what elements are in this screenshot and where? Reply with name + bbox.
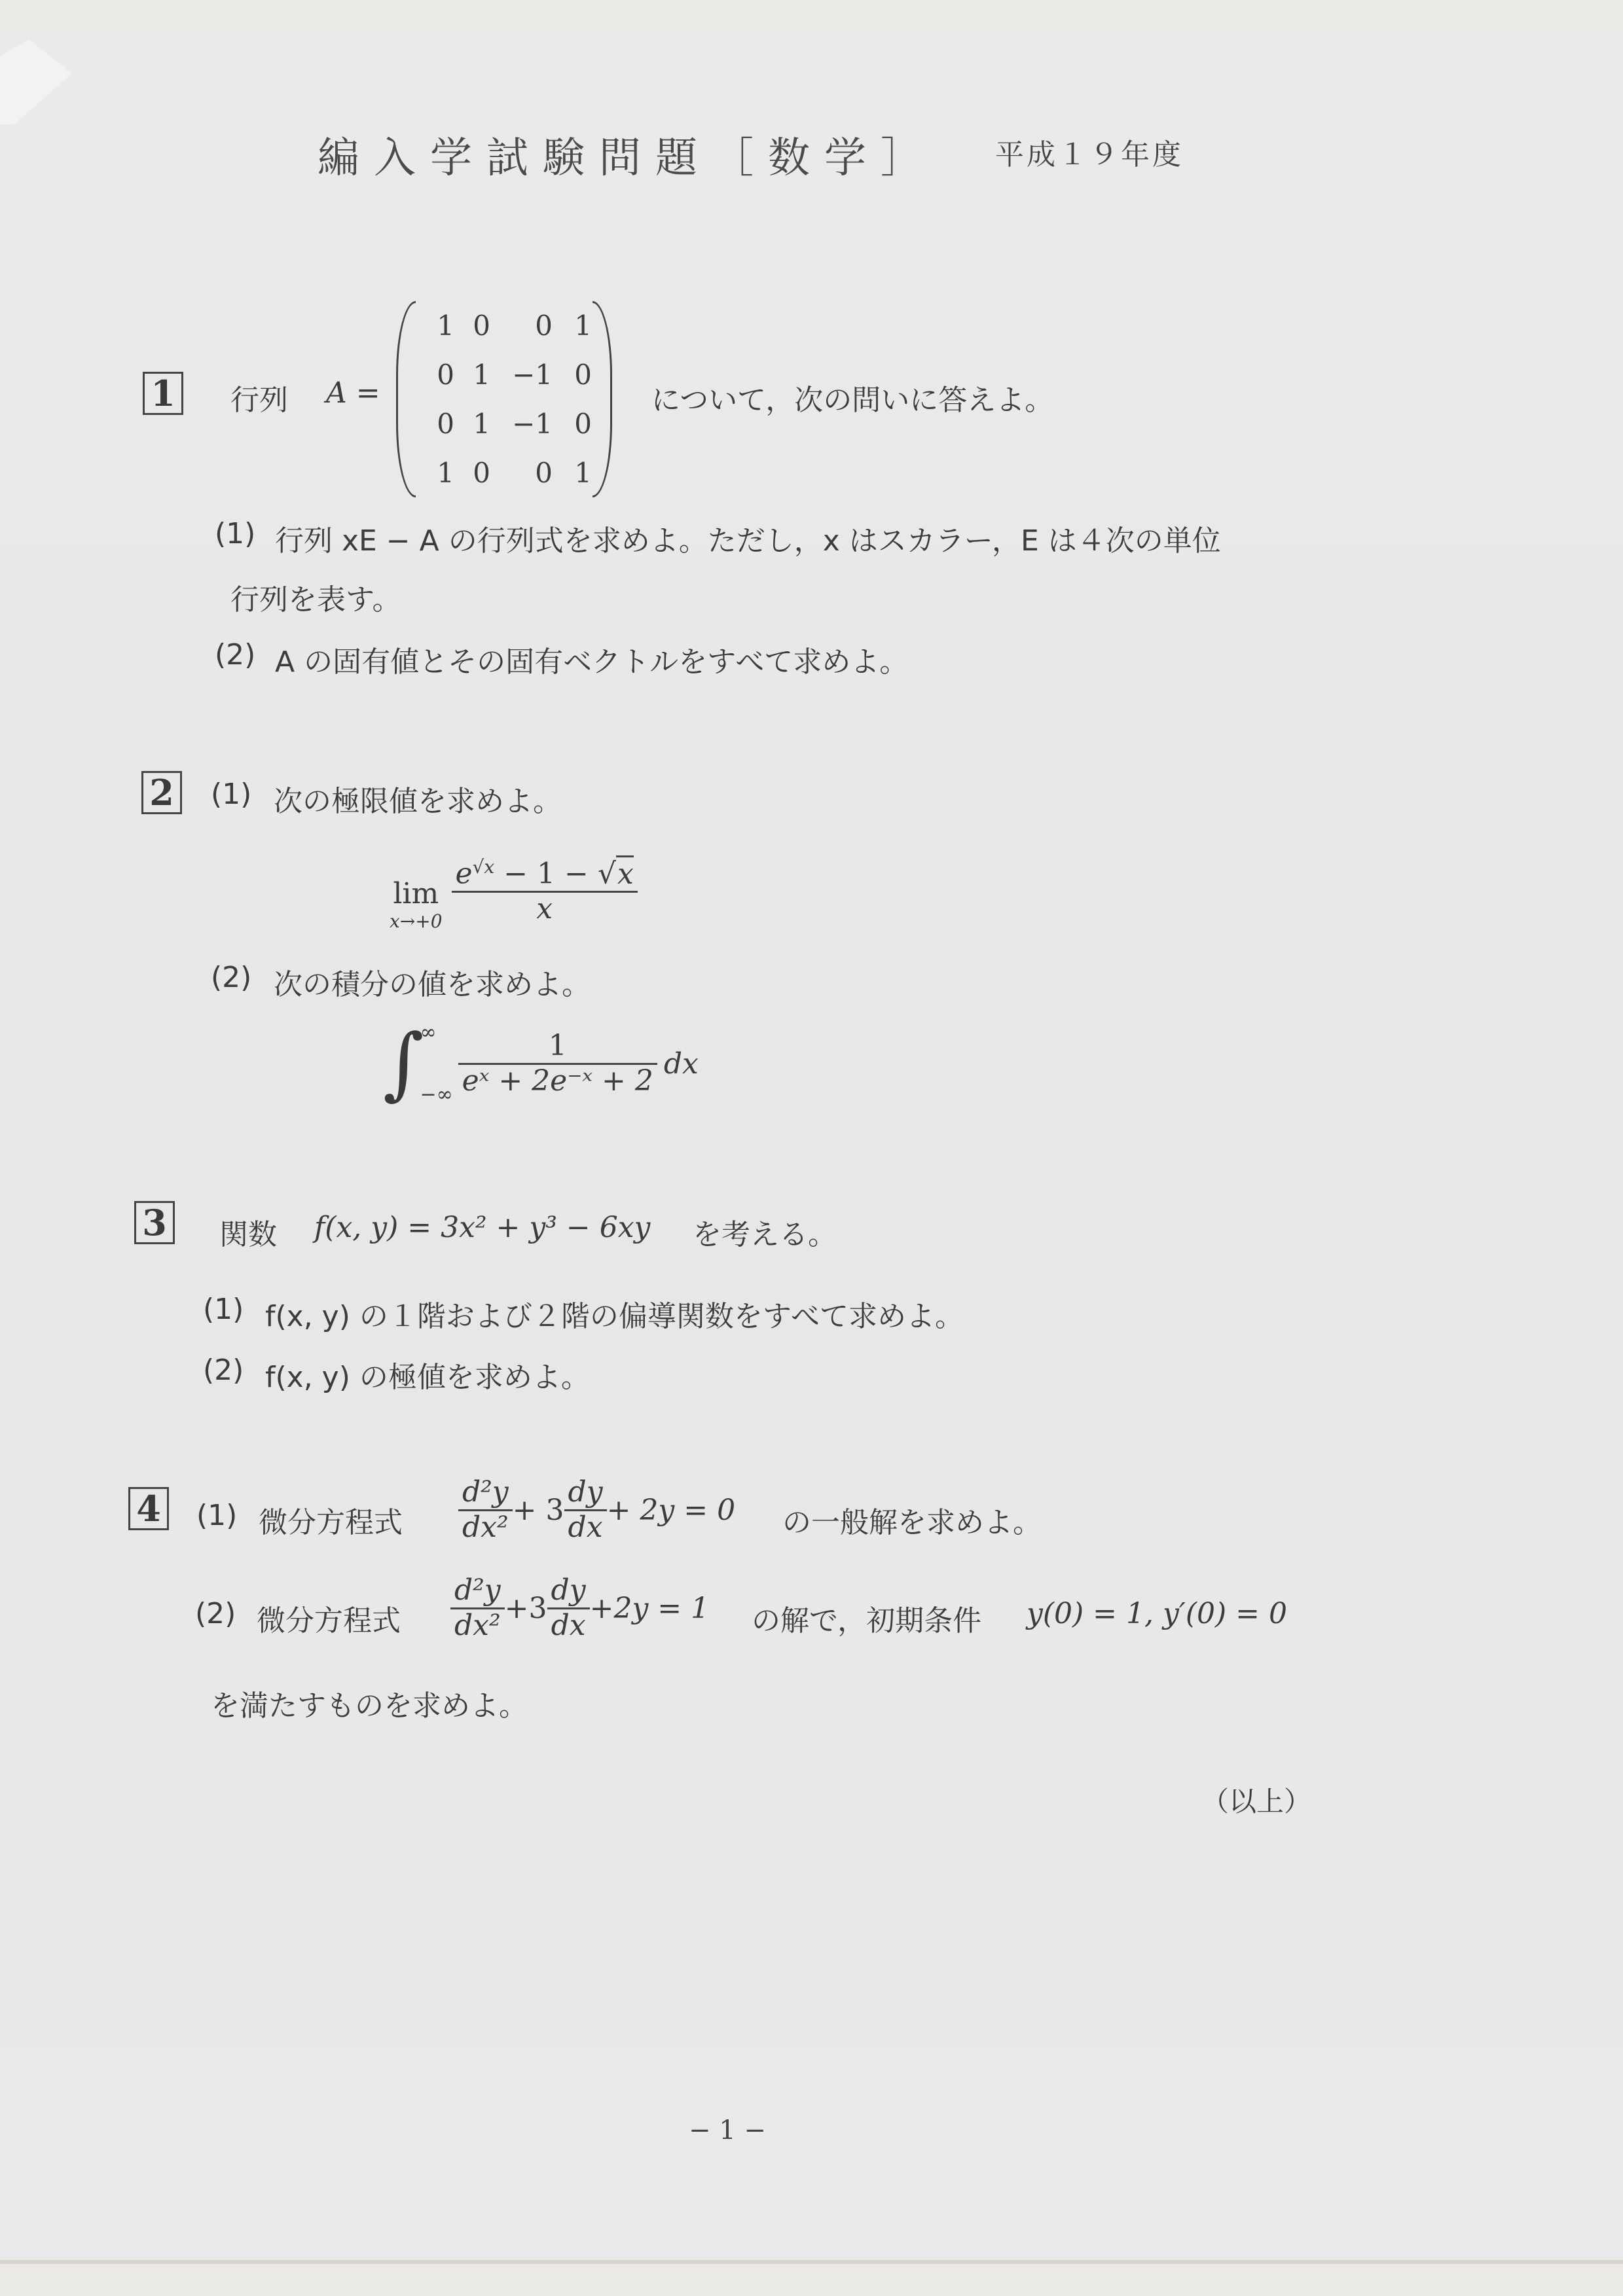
limit-fraction: $\frac{e^{√x} - 1 - √x}{x}$ (452, 857, 638, 926)
end-mark: （以上） (1201, 1785, 1312, 1818)
matrix-cell: −1 (512, 408, 553, 440)
frac-denominator: dx (568, 1510, 603, 1544)
numerator-e: e (455, 857, 473, 891)
matrix-cell: −1 (512, 359, 553, 391)
problem-number-1: 1 (143, 372, 183, 415)
initial-conditions: y(0) = 1, y′(0) = 0 (1027, 1597, 1287, 1630)
matrix-cell: 0 (473, 457, 490, 489)
problem-number-2: 2 (141, 771, 182, 814)
problem-1-part-2-label: (2) (215, 638, 256, 672)
matrix-cell: 0 (473, 310, 490, 342)
integrand-fraction (458, 1030, 657, 1098)
problem-1-part-1-text: 行列 xE − A の行列式を求めよ。ただし，x はスカラー，E は４次の単位 (275, 524, 1221, 558)
ode-term: + 3 (512, 1493, 564, 1527)
matrix-cell: 1 (574, 457, 592, 489)
problem-1-intro-suffix: について，次の問いに答えよ。 (651, 384, 1054, 417)
ode-term: +3 (504, 1591, 547, 1625)
matrix-cell: 0 (574, 359, 592, 391)
limit-formula (390, 851, 638, 932)
ode-rest: +2y = 1 (589, 1591, 710, 1625)
matrix-cell: 1 (437, 457, 454, 489)
matrix-a (396, 301, 612, 497)
numerator-exponent: √x (472, 856, 495, 878)
problem-2-part-1-text: 次の極限値を求めよ。 (274, 785, 562, 818)
integrand-denominator: eˣ + 2e⁻ˣ + 2 (462, 1064, 653, 1098)
problem-1-part-1-label: (1) (215, 517, 256, 550)
problem-1-part-1-cont: 行列を表す。 (230, 583, 401, 617)
numerator-sqrt: x (616, 855, 634, 891)
problem-1-intro-label: 行列 (230, 384, 288, 417)
integral-upper-limit: ∞ (420, 1021, 437, 1044)
problem-3-intro-suffix: を考える。 (693, 1218, 837, 1251)
problem-number-3: 3 (134, 1201, 175, 1244)
matrix-cell: 0 (437, 359, 454, 391)
ode-1 (458, 1476, 735, 1544)
integral-sign: ∫ (383, 1018, 424, 1109)
problem-3-part-2-label: (2) (203, 1354, 244, 1387)
function-definition: f(x, y) = 3x² + y³ − 6xy (314, 1211, 651, 1244)
problem-4-part-1-text: 微分方程式 (259, 1506, 403, 1539)
problem-4-part-1-suffix: の一般解を求めよ。 (782, 1506, 1042, 1539)
left-paren (396, 301, 416, 497)
ode-2 (450, 1574, 709, 1642)
matrix-cell: 1 (574, 310, 592, 342)
problem-3-part-1-label: (1) (203, 1293, 244, 1326)
problem-3-part-2-text: f(x, y) の極値を求めよ。 (265, 1361, 590, 1394)
page-title: 編入学試験問題［数学］ (318, 134, 937, 183)
lim-subscript: x→+0 (390, 910, 443, 932)
ode-rest: + 2y = 0 (606, 1493, 736, 1527)
matrix-cell: 0 (535, 310, 553, 342)
matrix-cell: 1 (473, 408, 490, 440)
matrix-cell: 0 (574, 408, 592, 440)
matrix-cell: 1 (437, 310, 454, 342)
frac-denominator: dx² (462, 1510, 509, 1544)
problem-2-part-1-label: (1) (211, 778, 252, 811)
page-number: − 1 − (689, 2115, 766, 2145)
frac-numerator: dy (551, 1573, 586, 1607)
denominator: x (536, 892, 553, 926)
frac-numerator: d²y (454, 1573, 501, 1607)
problem-2-part-2-label: (2) (211, 961, 252, 994)
matrix-cell: 0 (437, 408, 454, 440)
frac-denominator: dx² (454, 1608, 501, 1642)
lim-operator: lim (393, 877, 439, 910)
matrix-cell: 1 (473, 359, 490, 391)
problem-4-part-1-label: (1) (196, 1499, 238, 1532)
integral-dx: dx (663, 1047, 699, 1081)
exam-page (0, 29, 1623, 2264)
matrix-cell: 0 (535, 457, 553, 489)
frac-numerator: d²y (462, 1475, 509, 1509)
integral-formula (383, 1018, 699, 1109)
problem-4-part-2-suffix: の解で，初期条件 (752, 1604, 982, 1638)
frac-numerator: dy (568, 1475, 603, 1509)
integral-lower-limit: −∞ (420, 1083, 453, 1106)
matrix-lhs: A = (326, 376, 380, 410)
problem-1-part-2-text: A の固有値とその固有ベクトルをすべて求めよ。 (275, 645, 909, 679)
problem-number-4: 4 (128, 1487, 169, 1530)
problem-4-part-2-text: 微分方程式 (257, 1604, 401, 1638)
problem-4-part-2-cont: を満たすものを求めよ。 (211, 1689, 528, 1723)
problem-3-intro-label: 関数 (219, 1218, 277, 1251)
integrand-numerator: 1 (548, 1028, 567, 1062)
frac-denominator: dx (551, 1608, 586, 1642)
exam-year: 平成１９年度 (995, 138, 1184, 171)
numerator-rest: − 1 − (494, 857, 598, 891)
problem-4-part-2-label: (2) (195, 1597, 236, 1630)
problem-2-part-2-text: 次の積分の値を求めよ。 (274, 968, 591, 1001)
problem-3-part-1-text: f(x, y) の１階および２階の偏導関数をすべて求めよ。 (265, 1300, 964, 1333)
right-paren (593, 301, 612, 497)
